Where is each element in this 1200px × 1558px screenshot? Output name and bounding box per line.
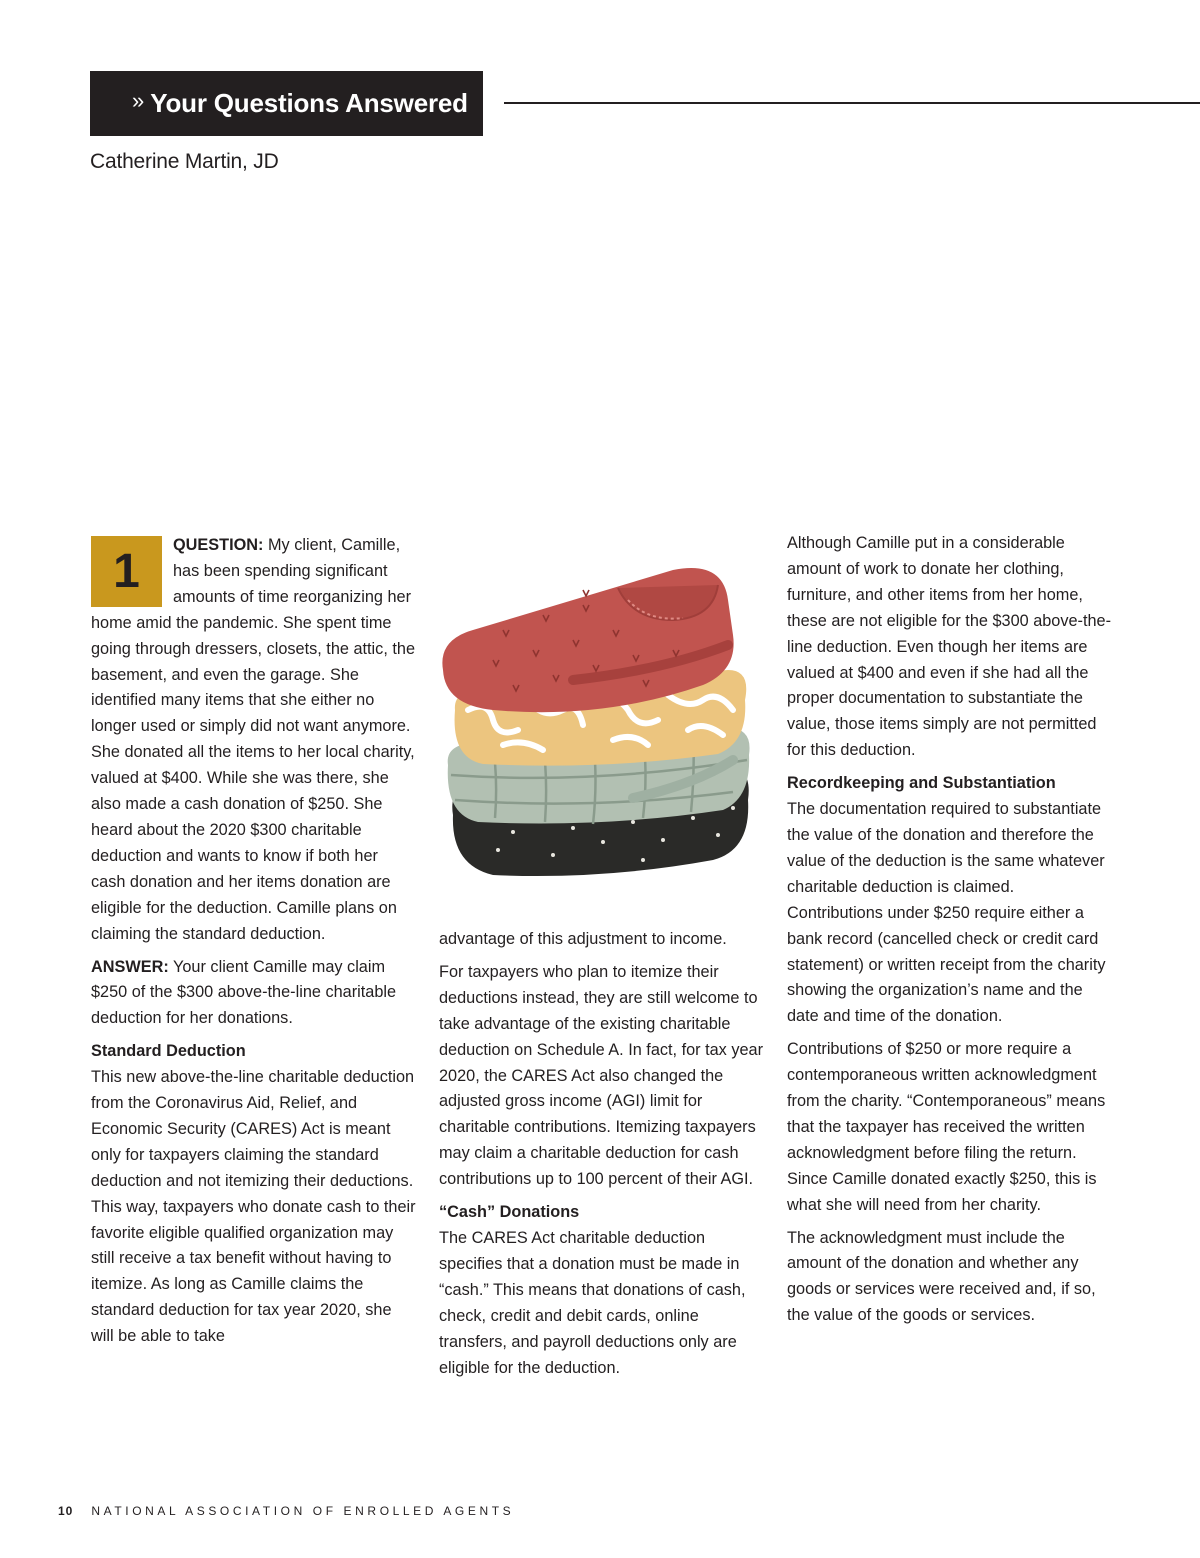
recordkeeping-heading: Recordkeeping and Substantiation [787,774,1056,793]
double-chevron-icon: » [132,87,145,113]
folded-clothes-illustration [433,560,763,890]
question-text: My client, Camille, has been spending significant amounts of time reorganizing her home amid the pandemic. She spent time going through dressers, closets, the attic, the basement, and even the garage. She identified many items that she either no longer used or simply did not want anymore. She donated all the items to her local charity, valued at $400. While she was there, she also made a cash donation of $250. She heard about the 2020 $300 charitable deduction and wants to know if both her cash donation and her items donation are eligible for the deduction. Camille plans on claiming the standard deduction. [91,536,415,943]
cash-donations-text: The CARES Act charitable deduction specifies that a donation must be made in “cash.” This means that donations of cash, check, credit and debit cards, online transfers, and payroll deductions only are eligible for the deduction. [439,1228,746,1377]
page-footer [58,1504,514,1518]
itemize-paragraph: For taxpayers who plan to itemize their deductions instead, they are still welcome to take advantage of the existing charitable deduction on Schedule A. In fact, for tax year 2020, the CARES Act also changed the adjusted gross income (AGI) limit for charitable contributions. Itemizing taxpayers may claim a charitable deduction for cash contributions up to 100 percent of their AGI. [439,962,764,1189]
question-number-badge: 1 [91,536,162,607]
header-rule [504,102,1200,104]
standard-deduction-text: This new above-the-line charitable deduction from the Coronavirus Aid, Relief, and Economic Security (CARES) Act is meant only for taxpayers claiming the standard deduction and not itemizing their deductions. This way, taxpayers who donate cash to their favorite eligible qualified organization may still receive a tax benefit without having to itemize. As long as Camille claims the standard deduction for tax year 2020, she will be able to take [91,1068,416,1346]
answer-paragraph [91,955,416,1033]
items-not-eligible-paragraph: Although Camille put in a considerable amount of work to donate her clothing, furniture, and other items from her home, these are not eligible for the $300 above-the-line deduction. Even though her items are valued at $400 and even if she had all the proper documentation to substantiate the value, those items simply are not permitted for this deduction. [787,534,1112,760]
column-3 [787,531,1112,1336]
cash-donations-heading: “Cash” Donations [439,1203,580,1222]
question-label: QUESTION: [173,536,264,554]
column-2 [439,927,765,1388]
author-byline: Catherine Martin, JD [90,150,279,173]
page-number: 10 [58,1504,74,1518]
standard-deduction-continued: advantage of this adjustment to income. [439,930,727,948]
recordkeeping-text-3: The acknowledgment must include the amount of the donation and whether any goods or services were received and, if so, the value of the goods or services. [787,1228,1096,1325]
question-paragraph [91,533,416,948]
publisher-name: NATIONAL ASSOCIATION OF ENROLLED AGENTS [91,1504,515,1518]
section-title: Your Questions Answered [150,88,468,118]
recordkeeping-text-2: Contributions of $250 or more require a contemporaneous written acknowledgment from the charity. “Contemporaneous” means that the taxpayer has received the written acknowledgment before filing the return. Since Camille donated exactly $250, this is what she will need from her charity. [787,1040,1106,1214]
section-header [90,71,483,136]
standard-deduction-heading: Standard Deduction [91,1042,246,1061]
column-1 [91,533,416,1357]
answer-label: ANSWER: [91,957,169,976]
recordkeeping-text-1: The documentation required to substantiate the value of the donation and therefore the value of the deduction is the same whatever charitable deduction is claimed. Contributions under $250 require either a bank record (cancelled check or credit card statement) or written receipt from the charity showing the organization’s name and the date and time of the donation. [787,800,1106,1026]
answer-text: Your client Camille may claim $250 of the $300 above-the-line charitable deduction for her donations. [91,957,397,1028]
